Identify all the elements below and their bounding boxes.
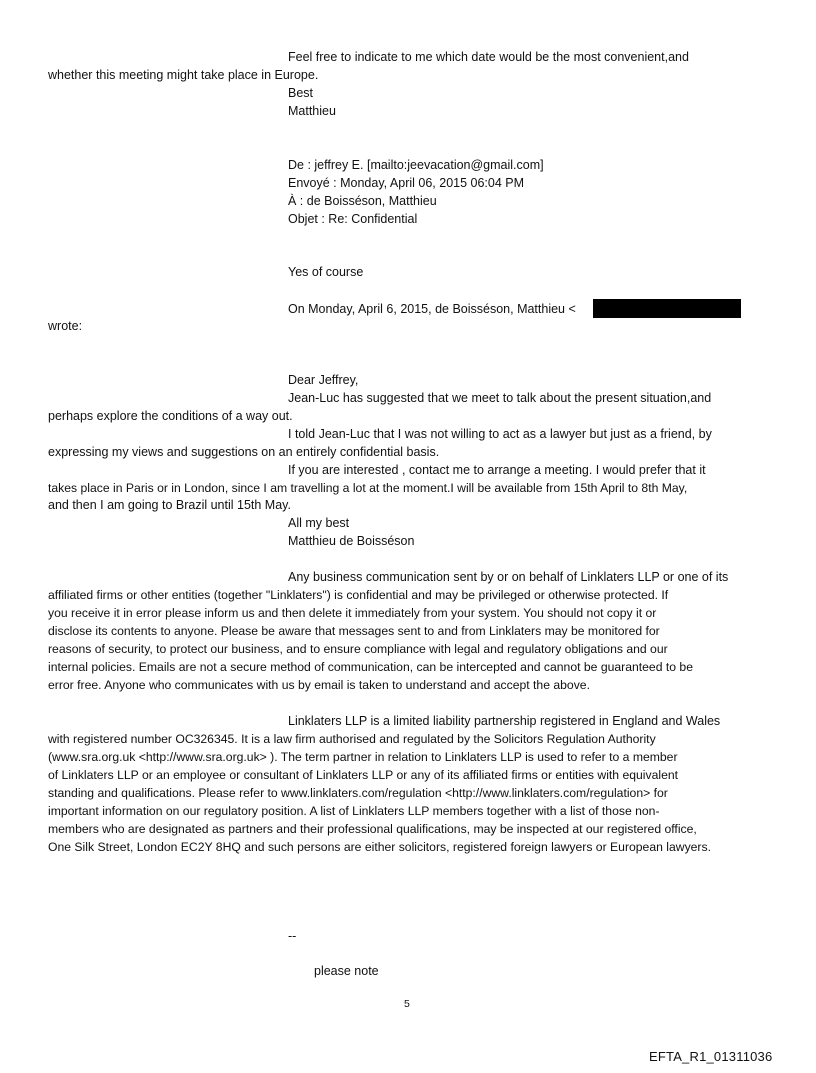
disclaimer2-line: (www.sra.org.uk <http://www.sra.org.uk> ). The term partner in relation to Linklaters LLP is used to refer to a member — [48, 750, 678, 764]
reply-closing: Best — [288, 86, 314, 100]
please-note: please note — [314, 964, 379, 978]
disclaimer1-line: disclose its contents to anyone. Please be aware that messages sent to and from Linklaters may be monitored for — [48, 624, 660, 638]
header-to: À : de Boisséson, Matthieu — [288, 194, 437, 208]
disclaimer1-line: error free. Anyone who communicates with us by email is taken to understand and accept the above. — [48, 678, 590, 692]
letter-closing: All my best — [288, 516, 350, 530]
disclaimer1-line: you receive it in error please inform us and then delete it immediately from your system. You should not copy it or — [48, 606, 657, 620]
redaction-block — [593, 299, 741, 318]
letter-salutation: Dear Jeffrey, — [288, 373, 359, 387]
letter-p3-line-2: takes place in Paris or in London, since I am travelling a lot at the moment.I will be available from 15th April to 8th May, — [48, 481, 688, 495]
document-id: EFTA_R1_01311036 — [649, 1049, 773, 1064]
page-number: 5 — [404, 998, 410, 1010]
disclaimer1-line: Any business communication sent by or on behalf of Linklaters LLP or one of its — [288, 570, 729, 584]
header-from: De : jeffrey E. [mailto:jeevacation@gmail.com] — [288, 158, 544, 172]
letter-p2-line-2: expressing my views and suggestions on an entirely confidential basis. — [48, 445, 440, 459]
disclaimer2-line: with registered number OC326345. It is a law firm authorised and regulated by the Solicitors Regulation Authority — [48, 732, 656, 746]
letter-p1-line-1: Jean-Luc has suggested that we meet to talk about the present situation,and — [288, 391, 712, 405]
disclaimer2-line: standing and qualifications. Please refer to www.linklaters.com/regulation <http://www.linklaters.com/regulation> for — [48, 786, 668, 800]
reply-text: Yes of course — [288, 265, 364, 279]
disclaimer2-line: members who are designated as partners and their professional qualifications, may be inspected at our registered office, — [48, 822, 697, 836]
letter-signature: Matthieu de Boisséson — [288, 534, 415, 548]
letter-p3-line-3: and then I am going to Brazil until 15th May. — [48, 498, 291, 512]
signature-separator: -- — [288, 929, 297, 943]
disclaimer2-line: One Silk Street, London EC2Y 8HQ and such persons are either solicitors, registered foreign lawyers or European lawyers. — [48, 840, 711, 854]
reply-line-1: Feel free to indicate to me which date would be the most convenient,and — [288, 50, 689, 64]
disclaimer2-line: Linklaters LLP is a limited liability partnership registered in England and Wales — [288, 714, 721, 728]
disclaimer1-line: affiliated firms or other entities (together "Linklaters") is confidential and may be privileged or otherwise protected. If — [48, 588, 669, 602]
disclaimer2-line: of Linklaters LLP or an employee or consultant of Linklaters LLP or any of its affiliated firms or entities with equivalent — [48, 768, 679, 782]
disclaimer1-line: internal policies. Emails are not a secure method of communication, can be intercepted and cannot be guaranteed to be — [48, 660, 693, 674]
letter-p1-line-2: perhaps explore the conditions of a way out. — [48, 409, 293, 423]
disclaimer2-line: important information on our regulatory position. A list of Linklaters LLP members together with a list of those non- — [48, 804, 660, 818]
quote-intro-line-2: wrote: — [48, 319, 83, 333]
letter-p2-line-1: I told Jean-Luc that I was not willing to act as a lawyer but just as a friend, by — [288, 427, 712, 441]
reply-line-2: whether this meeting might take place in Europe. — [48, 68, 319, 82]
reply-signature: Matthieu — [288, 104, 336, 118]
letter-p3-line-1: If you are interested , contact me to arrange a meeting. I would prefer that it — [288, 463, 706, 477]
header-subject: Objet : Re: Confidential — [288, 212, 418, 226]
header-sent: Envoyé : Monday, April 06, 2015 06:04 PM — [288, 176, 525, 190]
quote-intro-line-1: On Monday, April 6, 2015, de Boisséson, Matthieu < — [288, 302, 576, 316]
disclaimer1-line: reasons of security, to protect our business, and to ensure compliance with legal and regulatory obligations and our — [48, 642, 668, 656]
